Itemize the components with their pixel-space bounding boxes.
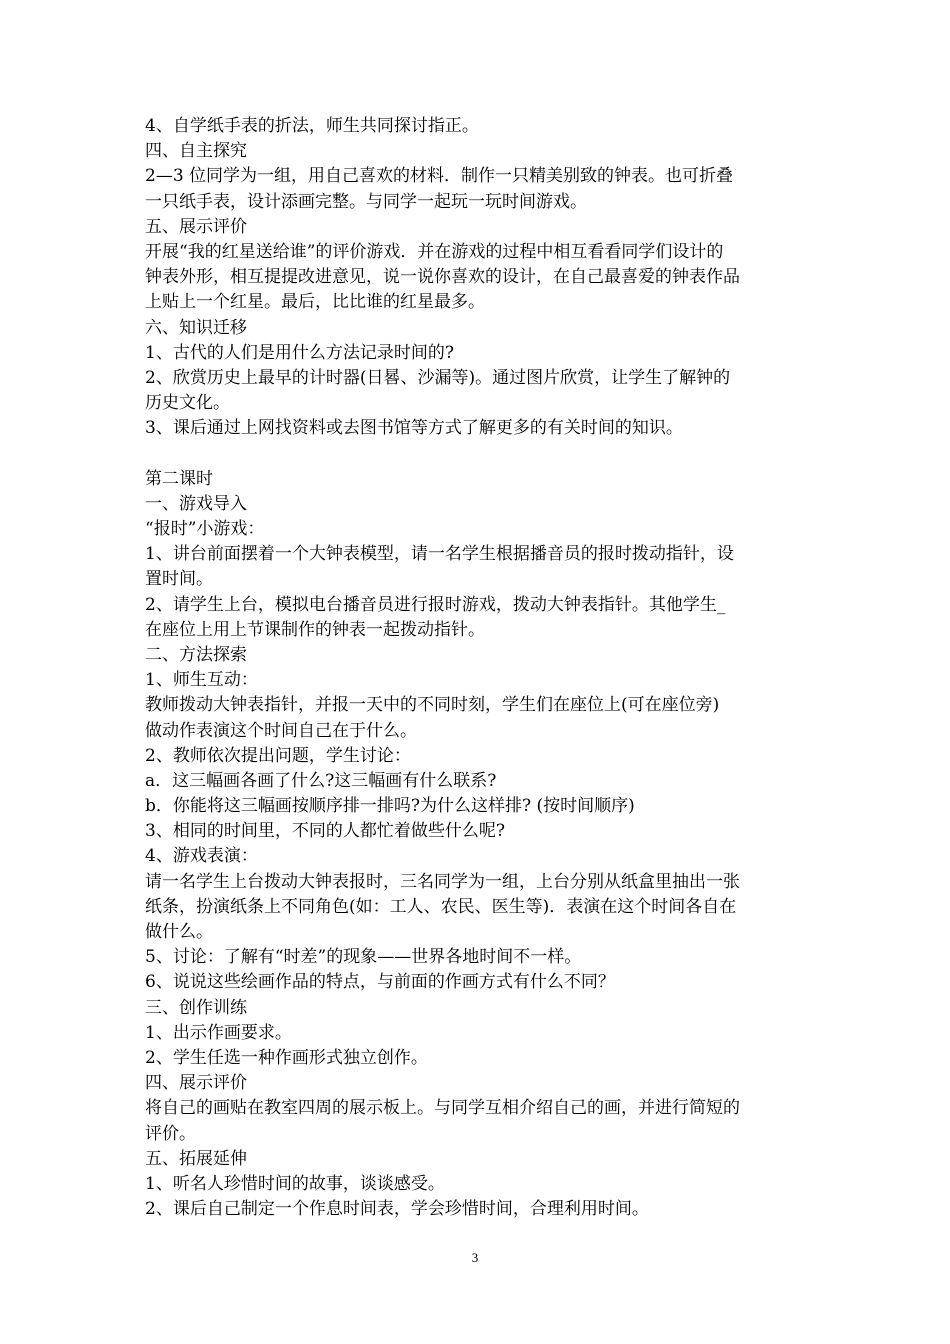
text-line: 四、展示评价 <box>145 1073 247 1094</box>
text-line: 教师拨动大钟表指针，并报一天中的不同时刻，学生们在座位上(可在座位旁) <box>145 695 720 716</box>
text-line: 请一名学生上台拨动大钟表报时，三名同学为一组，上台分别从纸盒里抽出一张 <box>145 871 740 892</box>
text-line: 2、教师依次提出问题，学生讨论： <box>145 745 411 766</box>
text-line: 二、方法探索 <box>145 644 247 665</box>
text-line: 五、拓展延伸 <box>145 1148 247 1169</box>
text-line: 2、欣赏历史上最早的计时器(日晷、沙漏等)。通过图片欣赏，让学生了解钟的 <box>145 367 731 388</box>
text-line: 将自己的画贴在教室四周的展示板上。与同学互相介绍自己的画，并进行简短的 <box>145 1098 740 1119</box>
text-line: 1、听名人珍惜时间的故事，谈谈感受。 <box>145 1173 445 1194</box>
text-line: 一、游戏导入 <box>145 493 247 514</box>
text-line: 六、知识迁移 <box>145 317 247 338</box>
text-line: 做什么。 <box>145 922 213 942</box>
text-line: 三、创作训练 <box>145 997 247 1018</box>
text-line: 纸条，扮演纸条上不同角色(如：工人、农民、医生等)．表演在这个时间各自在 <box>145 896 737 917</box>
text-line: 3、课后通过上网找资料或去图书馆等方式了解更多的有关时间的知识。 <box>145 418 683 439</box>
text-line: 2—3 位同学为一组，用自己喜欢的材料．制作一只精美别致的钟表。也可折叠 <box>145 166 734 187</box>
text-line: 4、游戏表演： <box>145 846 258 867</box>
text-line: 四、自主探究 <box>145 141 247 162</box>
text-line: 上贴上一个红星。最后，比比谁的红星最多。 <box>145 292 485 313</box>
text-line: 历史文化。 <box>145 393 230 414</box>
text-line: 2、请学生上台，模拟电台播音员进行报时游戏，拨动大钟表指针。其他学生_ <box>145 594 726 615</box>
text-line: 评价。 <box>145 1123 196 1144</box>
text-line: b．你能将这三幅画按顺序排一排吗?为什么这样排? (按时间顺序) <box>145 796 635 817</box>
text-line: 6、说说这些绘画作品的特点，与前面的作画方式有什么不同？ <box>145 972 615 993</box>
text-line: 2、学生任选一种作画形式独立创作。 <box>145 1047 428 1068</box>
text-line: 1、师生互动： <box>145 670 258 691</box>
text-line: 第二课时 <box>145 468 213 489</box>
text-line: 一只纸手表，设计添画完整。与同学一起玩一玩时间游戏。 <box>145 191 587 212</box>
text-line: a．这三幅画各画了什么?这三幅画有什么联系? <box>145 770 497 791</box>
text-line: 做动作表演这个时间自己在于什么。 <box>145 720 417 741</box>
text-line: 在座位上用上节课制作的钟表一起拨动指针。 <box>145 619 485 640</box>
text-line: 4、自学纸手表的折法，师生共同探讨指正。 <box>145 116 479 136</box>
text-line: 3、相同的时间里，不同的人都忙着做些什么呢? <box>145 821 505 842</box>
text-line: “报时”小游戏： <box>145 519 265 539</box>
text-line: 1、出示作画要求。 <box>145 1022 292 1043</box>
text-line: 钟表外形，相互提提改进意见，说一说你喜欢的设计，在自己最喜爱的钟表作品 <box>145 267 740 288</box>
text-line: 开展“我的红星送给谁”的评价游戏．并在游戏的过程中相互看看同学们设计的 <box>145 241 724 262</box>
text-line: 2、课后自己制定一个作息时间表，学会珍惜时间，合理利用时间。 <box>145 1199 649 1220</box>
blank-line <box>145 441 813 466</box>
text-line: 1、古代的人们是用什么方法记录时间的? <box>145 342 454 363</box>
page-number: 3 <box>471 1250 479 1265</box>
text-line: 五、展示评价 <box>145 216 247 237</box>
text-line: 置时间。 <box>145 569 213 590</box>
text-line: 1、讲台前面摆着一个大钟表模型，请一名学生根据播音员的报时拨动指针，设 <box>145 544 734 565</box>
text-line: 5、讨论：了解有“时差”的现象——世界各地时间不一样。 <box>145 947 582 968</box>
document-body <box>145 114 813 1222</box>
